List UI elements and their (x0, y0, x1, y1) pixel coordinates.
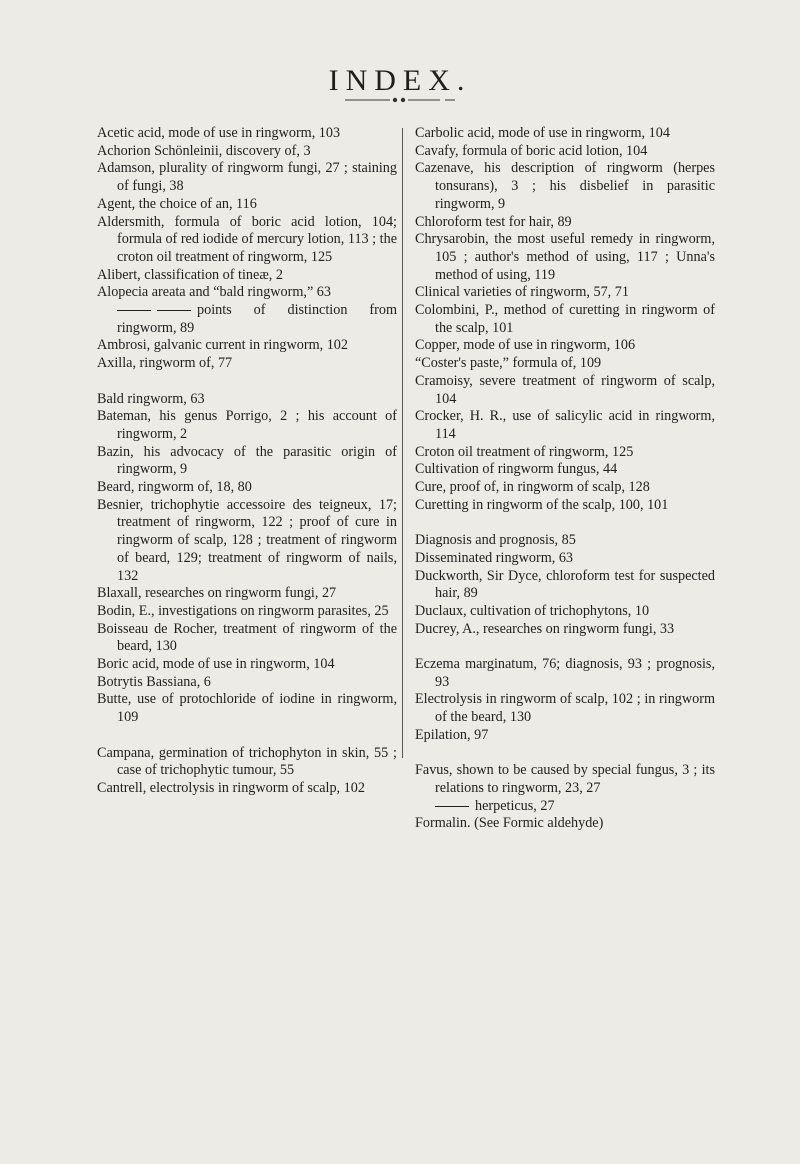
index-entry (97, 337, 397, 355)
index-entry (415, 798, 715, 816)
index-entry-text: Croton oil treatment of ringworm, 125 (415, 443, 634, 460)
index-entry-text: Chloroform test for hair, 89 (415, 213, 572, 230)
index-entry (415, 143, 715, 161)
index-entry-text: Chrysarobin, the most useful remedy in ringworm, 105 ; author's method of using, 117 ; Unna's method of using, 119 (415, 231, 715, 283)
index-entry (97, 674, 397, 692)
index-entry (415, 337, 715, 355)
index-group-gap (415, 745, 715, 763)
index-entry (415, 479, 715, 497)
index-entry (415, 603, 715, 621)
index-entry-text: Clinical varieties of ringworm, 57, 71 (415, 284, 629, 301)
index-entry-text: Electrolysis in ringworm of scalp, 102 ; in ringworm of the beard, 130 (415, 691, 715, 726)
index-entry (415, 373, 715, 408)
index-entry (97, 143, 397, 161)
index-entry-text: Butte, use of protochloride of iodine in ringworm, 109 (97, 691, 397, 726)
index-entry (97, 196, 397, 214)
index-entry (97, 284, 397, 302)
index-entry-text: Bateman, his genus Porrigo, 2 ; his account of ringworm, 2 (97, 408, 397, 442)
index-entry (415, 444, 715, 462)
index-column-right (415, 125, 715, 833)
index-entry (415, 302, 715, 337)
ditto-dash (117, 310, 151, 311)
index-entry-text: Crocker, H. R., use of salicylic acid in ringworm, 114 (415, 408, 715, 442)
index-entry-text: Colombini, P., method of curetting in ringworm of the scalp, 101 (415, 302, 715, 336)
ditto-dash (157, 310, 191, 311)
page-title: INDEX. (328, 64, 472, 98)
index-entry (415, 815, 715, 833)
index-entry-text: Alopecia areata and “bald ringworm,” 63 (97, 284, 331, 301)
index-entry (415, 408, 715, 443)
index-entry-text: Cavafy, formula of boric acid lotion, 104 (415, 142, 648, 159)
index-entry-text: Favus, shown to be caused by special fungus, 3 ; its relations to ringworm, 23, 27 (415, 762, 715, 796)
index-entry-text: Carbolic acid, mode of use in ringworm, 104 (415, 125, 670, 141)
index-entry-text: Cantrell, electrolysis in ringworm of scalp, 102 (97, 779, 365, 796)
index-entry (415, 160, 715, 213)
index-entry (97, 302, 397, 337)
index-entry (97, 444, 397, 479)
index-entry-text: Campana, germination of trichophyton in skin, 55 ; case of trichophytic tumour, 55 (97, 744, 397, 779)
index-entry-text: Duckworth, Sir Dyce, chloroform test for suspected hair, 89 (415, 567, 715, 602)
index-entry-text: Ambrosi, galvanic current in ringworm, 102 (97, 337, 348, 354)
index-entry-text: Adamson, plurality of ringworm fungi, 27 ; staining of fungi, 38 (97, 160, 397, 195)
index-entry-text: Bazin, his advocacy of the parasitic origin of ringworm, 9 (97, 443, 397, 478)
ditto-dash (435, 806, 469, 807)
index-entry (97, 780, 397, 798)
index-entry (415, 691, 715, 726)
index-entry (415, 532, 715, 550)
index-entry-text: points of distinction from ringworm, 89 (117, 302, 397, 336)
index-entry (97, 355, 397, 373)
index-entry (97, 125, 397, 143)
index-entry-text: Formalin. (See Formic aldehyde) (415, 815, 604, 832)
index-entry (97, 391, 397, 409)
index-column-left (97, 125, 397, 798)
index-entry (415, 568, 715, 603)
index-entry (97, 214, 397, 267)
index-entry-text: Boric acid, mode of use in ringworm, 104 (97, 656, 335, 673)
index-group-gap (415, 638, 715, 656)
index-entry-text: Axilla, ringworm of, 77 (97, 355, 233, 372)
index-entry-text: Copper, mode of use in ringworm, 106 (415, 337, 636, 354)
index-entry-text: Bodin, E., investigations on ringworm parasites, 25 (97, 602, 389, 619)
column-divider (402, 128, 403, 758)
index-entry-text: Achorion Schönleinii, discovery of, 3 (97, 142, 311, 159)
index-entry-text: Disseminated ringworm, 63 (415, 549, 574, 566)
index-entry (97, 656, 397, 674)
index-group-gap (97, 373, 397, 391)
index-entry (97, 267, 397, 285)
index-entry (415, 355, 715, 373)
title-ornament (345, 95, 455, 105)
index-entry (97, 603, 397, 621)
index-entry-text: Alibert, classification of tineæ, 2 (97, 266, 283, 283)
index-entry-text: Eczema marginatum, 76; diagnosis, 93 ; prognosis, 93 (415, 656, 715, 690)
index-group-gap (97, 727, 397, 745)
index-entry (97, 479, 397, 497)
index-entry-text: Curetting in ringworm of the scalp, 100, 101 (415, 496, 669, 513)
index-entry-text: Diagnosis and prognosis, 85 (415, 532, 576, 549)
index-entry-text: “Coster's paste,” formula of, 109 (415, 355, 602, 372)
index-entry (97, 745, 397, 780)
index-entry-text: Duclaux, cultivation of trichophytons, 10 (415, 602, 650, 619)
index-entry (415, 656, 715, 691)
index-entry-text: Blaxall, researches on ringworm fungi, 27 (97, 585, 337, 602)
index-entry-text: Besnier, trichophytie accessoire des teigneux, 17; treatment of ringworm, 122 ; proof of cure in ringworm of scalp, 128 ; treatment of ringworm of beard, 129; treatment of ringworm of nails, 132 (97, 496, 397, 584)
index-entry-text: Cultivation of ringworm fungus, 44 (415, 461, 618, 478)
index-group-gap (415, 514, 715, 532)
index-entry-text: Acetic acid, mode of use in ringworm, 103 (97, 125, 341, 141)
index-entry-text: Agent, the choice of an, 116 (97, 195, 257, 212)
index-entry-text: Botrytis Bassiana, 6 (97, 673, 211, 690)
index-entry-text: herpeticus, 27 (475, 797, 555, 814)
index-entry-text: Bald ringworm, 63 (97, 390, 205, 407)
index-entry (415, 727, 715, 745)
index-entry (97, 691, 397, 726)
index-entry (415, 125, 715, 143)
index-entry (415, 231, 715, 284)
index-entry-text: Ducrey, A., researches on ringworm fungi, 33 (415, 620, 675, 637)
index-entry-text: Beard, ringworm of, 18, 80 (97, 479, 252, 496)
index-entry (97, 160, 397, 195)
index-entry (415, 214, 715, 232)
index-entry (415, 284, 715, 302)
index-entry-text: Cazenave, his description of ringworm (herpes tonsurans), 3 ; his disbelief in parasitic ringworm, 9 (415, 160, 715, 212)
index-entry (415, 461, 715, 479)
index-entry (415, 497, 715, 515)
index-entry-text: Cramoisy, severe treatment of ringworm of scalp, 104 (415, 372, 715, 407)
index-entry-text: Cure, proof of, in ringworm of scalp, 128 (415, 479, 650, 496)
index-entry-text: Aldersmith, formula of boric acid lotion, 104; formula of red iodide of mercury lotion, 113 ; the croton oil treatment of ringworm, 125 (97, 213, 397, 265)
index-entry (415, 621, 715, 639)
index-entry-text: Boisseau de Rocher, treatment of ringworm of the beard, 130 (97, 620, 397, 655)
index-entry (97, 408, 397, 443)
index-entry (97, 621, 397, 656)
index-entry (97, 497, 397, 586)
index-entry-text: Epilation, 97 (415, 726, 489, 743)
index-entry (415, 762, 715, 797)
index-entry (97, 585, 397, 603)
index-entry (415, 550, 715, 568)
